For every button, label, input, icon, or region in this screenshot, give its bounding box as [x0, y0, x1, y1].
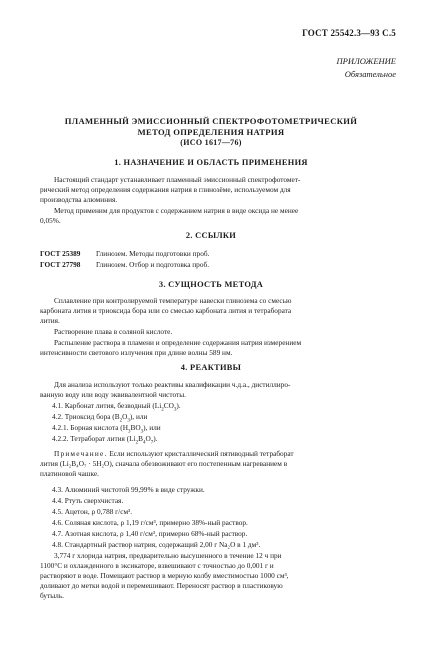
item-text: Триоксид бора (B: [64, 412, 120, 421]
section3-paragraph1: [40, 296, 398, 326]
subscript: 2: [119, 418, 123, 424]
text-line: Растворение плава в соляной кислоте.: [54, 327, 173, 336]
standard-solution-paragraph: [40, 551, 398, 601]
text-line: платиновой чашке.: [40, 469, 99, 478]
item-text: Тетраборат лития (Li: [70, 434, 136, 443]
subscript: 3: [127, 429, 131, 435]
running-head: ГОСТ 25542.3—93 С.5: [302, 28, 396, 38]
section1-paragraph2: [40, 206, 398, 226]
text-line: ванную воду или воду эквивалентной чистоты.: [40, 390, 186, 399]
item-text: Борная кислота (H: [70, 423, 128, 432]
item-number: 4.2.2.: [52, 434, 69, 443]
text-line: производства алюминия.: [40, 195, 118, 204]
text-line: лития.: [40, 316, 60, 325]
subscript: 3: [140, 429, 144, 435]
appendix-label: ПРИЛОЖЕНИЕ: [336, 56, 396, 66]
text-line: [40, 449, 398, 459]
text-line: рический метод определения содержания натрия в глинозёме, используемом для: [40, 185, 291, 194]
subscript: 3: [173, 407, 177, 413]
reagent-item: [52, 423, 161, 435]
text-line: 0,05%.: [40, 216, 61, 225]
reagent-item: [52, 434, 158, 446]
formula-part: O: [122, 412, 128, 421]
formula-part: CO: [163, 401, 174, 410]
reference-code: ГОСТ 27798: [40, 260, 81, 269]
reference-item: [40, 249, 209, 258]
section4-intro: [40, 380, 398, 400]
reference-item: [40, 260, 209, 269]
item-number: 4.2.: [52, 412, 63, 421]
doc-title-line2: МЕТОД ОПРЕДЕЛЕНИЯ НАТРИЯ: [137, 127, 285, 137]
text-line: растворяют в воде. Помещают раствор в мерную колбу вместимостью 1000 см³,: [40, 571, 289, 580]
item-number: 4.2.1.: [52, 423, 69, 432]
formula-part: B: [138, 434, 144, 443]
text-line: Сплавление при контролируемой температуре навески глинозема со смесью: [54, 296, 292, 305]
item-end: ).: [153, 434, 158, 443]
section3-heading: 3. СУЩНОСТЬ МЕТОДА: [158, 280, 264, 289]
subscript: 4: [143, 440, 146, 446]
reagent-item: [52, 412, 148, 424]
section4-heading: 4. РЕАКТИВЫ: [180, 363, 242, 372]
reagent-item: 4.7. Азотная кислота, ρ 1,40 г/см³, примерно 68%-ный раствор.: [52, 529, 248, 538]
doc-title-line3: (ИСО 1617—76): [180, 138, 242, 147]
reference-text: Глинозем. Отбор и подготовка проб.: [96, 260, 210, 269]
subscript: 2: [161, 407, 164, 413]
note-block: [40, 449, 398, 479]
text-line: лития (Li₂B₄O₇ · 5H₂O), сначала обезвоживают его постепенным нагреванием в: [40, 459, 288, 468]
reagent-item: 4.4. Ртуть сверхчистая.: [52, 496, 124, 505]
section1-heading: 1. НАЗНАЧЕНИЕ И ОБЛАСТЬ ПРИМЕНЕНИЯ: [114, 158, 308, 167]
note-text: Если используют кристаллический пятиводный тетраборат: [109, 449, 294, 458]
text-line: 3,774 г хлорида натрия, предварительно высушенного в течение 12 ч при: [54, 551, 282, 560]
item-text: Карбонат лития, безводный (Li: [64, 401, 162, 410]
text-line: бутыль.: [40, 591, 64, 600]
section1-paragraph1: [40, 175, 398, 205]
text-line: доливают до метки водой и перемешивают. Переносят раствор в пластиковую: [40, 581, 283, 590]
item-number: 4.1.: [52, 401, 63, 410]
reference-text: Глинозем. Методы подготовки проб.: [96, 249, 210, 258]
subscript: 7: [150, 440, 154, 446]
item-end: ), или: [129, 412, 148, 421]
item-end: ).: [176, 401, 181, 410]
section2-heading: 2. ССЫЛКИ: [185, 231, 237, 240]
reagent-item: 4.6. Соляная кислота, ρ 1,19 г/см³, примерно 38%-ный раствор.: [52, 518, 248, 527]
text-line: Распыление раствора в пламени и определение содержания натрия измерением: [54, 338, 302, 347]
reagent-item: 4.8. Стандартный раствор натрия, содержащий 2,00 г Na₂O в 1 дм³.: [52, 540, 261, 549]
formula-part: BO: [130, 423, 141, 432]
reference-code: ГОСТ 25389: [40, 249, 81, 258]
text-line: Настоящий стандарт устанавливает пламенный эмиссионный спектрофотомет-: [54, 175, 301, 184]
reagent-item: 4.5. Ацетон, ρ 0,788 г/см³.: [52, 507, 133, 516]
subscript: 3: [127, 418, 130, 424]
doc-title-line1: ПЛАМЕННЫЙ ЭМИССИОННЫЙ СПЕКТРОФОТОМЕТРИЧЕСКИЙ: [64, 116, 358, 126]
text-line: 1100°С и охлажденного в эксикаторе, взвешивают с точностью до 0,001 г и: [40, 561, 274, 570]
formula-part: O: [145, 434, 151, 443]
section3-paragraph2: [40, 327, 398, 337]
text-line: Для анализа используют только реактивы квалификации ч.д.а., дистиллиро-: [54, 380, 291, 389]
text-line: Метод применим для продуктов с содержанием натрия в виде оксида не менее: [54, 206, 299, 215]
section3-paragraph3: [40, 338, 398, 358]
text-line: интенсивности светового излучения при длине волны 589 нм.: [40, 348, 233, 357]
item-end: ), или: [143, 423, 161, 432]
text-line: карбоната лития и триоксида бора или со смесью карбоната лития и тетрабората: [40, 306, 292, 315]
reagent-item: 4.3. Алюминий чистотой 99,99% в виде стружки.: [52, 485, 205, 494]
reagent-item: [52, 401, 181, 413]
subscript: 2: [135, 440, 139, 446]
appendix-status: Обязательное: [344, 69, 396, 79]
note-label: Примечание.: [54, 449, 108, 458]
